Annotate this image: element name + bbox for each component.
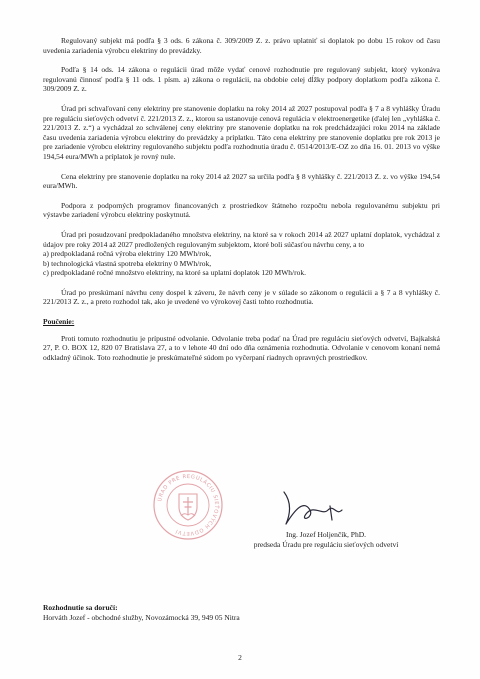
paragraph-instruction: Proti tomuto rozhodnutiu je prípustné odvolanie. Odvolanie treba podať na Úrad pre reguláciu sieťových odvetví, Bajkalská 27, P. O. BOX 12, 820 07 Bratislava 27, a to v lehote 40 dní odo dňa oznámenia rozhodnutia. Odvolanie v cenovom konaní nemá odkladný účinok. Toto rozhodnutie je preskúmateľné súdom po vyčerpaní riadnych opravných prostriedkov. — [43, 333, 440, 362]
paragraph-conclusion: Úrad po preskúmaní návrhu ceny dospel k záveru, že návrh ceny je v súlade so zákonom o regulácii a § 7 a 8 vyhlášky č. 221/2013 Z. z., a preto rozhodol tak, ako je uvedené vo výrokovej časti tohto rozhodnutia. — [43, 287, 440, 307]
delivery-block — [43, 603, 440, 622]
handwritten-signature — [270, 486, 365, 530]
list-item: c) predpokladané ročné množstvo elektriny, na ktoré sa uplatní doplatok 120 MWh/rok. — [43, 268, 306, 278]
quantity-list — [43, 249, 440, 278]
paragraph-doplatok-period: Regulovaný subjekt má podľa § 3 ods. 6 zákona č. 309/2009 Z. z. právo uplatniť si doplatok po dobu 15 rokov od času uvedenia zariadenia výrobcu elektriny do prevádzky. — [43, 36, 440, 55]
seal-text: ÚRAD PRE REGULÁCIU SIEŤOVÝCH ODVETVÍ — [157, 473, 220, 537]
official-seal-stamp — [152, 465, 224, 545]
signer-name: Ing. Jozef Holjenčík, PhD. — [286, 530, 366, 539]
paragraph-price-decision-authority: Podľa § 14 ods. 14 zákona o regulácii úrad môže vydať cenové rozhodnutie pre regulovaný subjekt, ktorý vykonáva regulovanú činnosť podľa § 11 ods. 1 písm. a) zákona o regulácii, na obdobie celej dĺžky podpory doplatkom podľa zákona č. 309/2009 Z. z. — [43, 65, 440, 94]
paragraph-price-approval-procedure: Úrad pri schvaľovaní ceny elektriny pre stanovenie doplatku na roky 2014 až 2027 postupoval podľa § 7 a 8 vyhlášky Úradu pre reguláciu sieťových odvetví č. 221/2013 Z. z., ktorou sa ustanovuje cenová regulácia v elektroenergetike (ďalej len „vyhláška č. 221/2013 Z. z.“) a vychádzal zo schválenej ceny elektriny pre stanovenie doplatku na rok predchádzajúci roku 2014 na základe času uvedenia zariadenia výrobcu elektriny do prevádzky a príplatku. Táto cena elektriny pre stanovenie doplatku pre rok 2013 je pre zariadenie výrobcu elektriny regulovaného subjektu podľa rozhodnutia úradu č. 0514/2013/E-OZ zo dňa 16. 01. 2013 vo výške 194,54 eura/MWh a príplatok je rovný nule. — [43, 103, 440, 161]
page-number: 2 — [238, 653, 242, 662]
list-item: a) predpokladaná ročná výroba elektriny 120 MWh/rok, — [43, 249, 212, 259]
paragraph-state-support: Podpora z podporných programov financovaných z prostriedkov štátneho rozpočtu nebola regulovanému subjektu pri výstavbe zariadení výrobcu elektriny poskytnutá. — [43, 200, 440, 220]
signer-block — [226, 530, 426, 549]
signer-title: predseda Úradu pre reguláciu sieťových odvetví — [253, 539, 399, 549]
list-item: b) technologická vlastná spotreba elektriny 0 MWh/rok, — [43, 258, 212, 268]
svg-text:ÚRAD PRE REGULÁCIU SIEŤOVÝCH O — [156, 474, 221, 536]
document-body — [43, 36, 440, 372]
instruction-heading: Poučenie: — [43, 317, 75, 327]
paragraph-electricity-quantity: Úrad pri posudzovaní predpokladaného množstva elektriny, na ktoré sa v rokoch 2014 až 2027 uplatní doplatok, vychádzal z údajov pre roky 2014 až 2027 predložených regulovaným subjektom, ktoré boli súčasťou návrhu ceny, a to — [43, 229, 440, 249]
delivery-recipient: Horváth Jozef - obchodné služby, Novozámocká 39, 949 05 Nitra — [43, 612, 240, 622]
delivery-label: Rozhodnutie sa doručí: — [43, 603, 118, 612]
paragraph-price-determination: Cena elektriny pre stanovenie doplatku na roky 2014 až 2027 sa určila podľa § 8 vyhlášky č. 221/2013 Z. z. vo výške 194,54 eura/MWh. — [43, 171, 440, 191]
